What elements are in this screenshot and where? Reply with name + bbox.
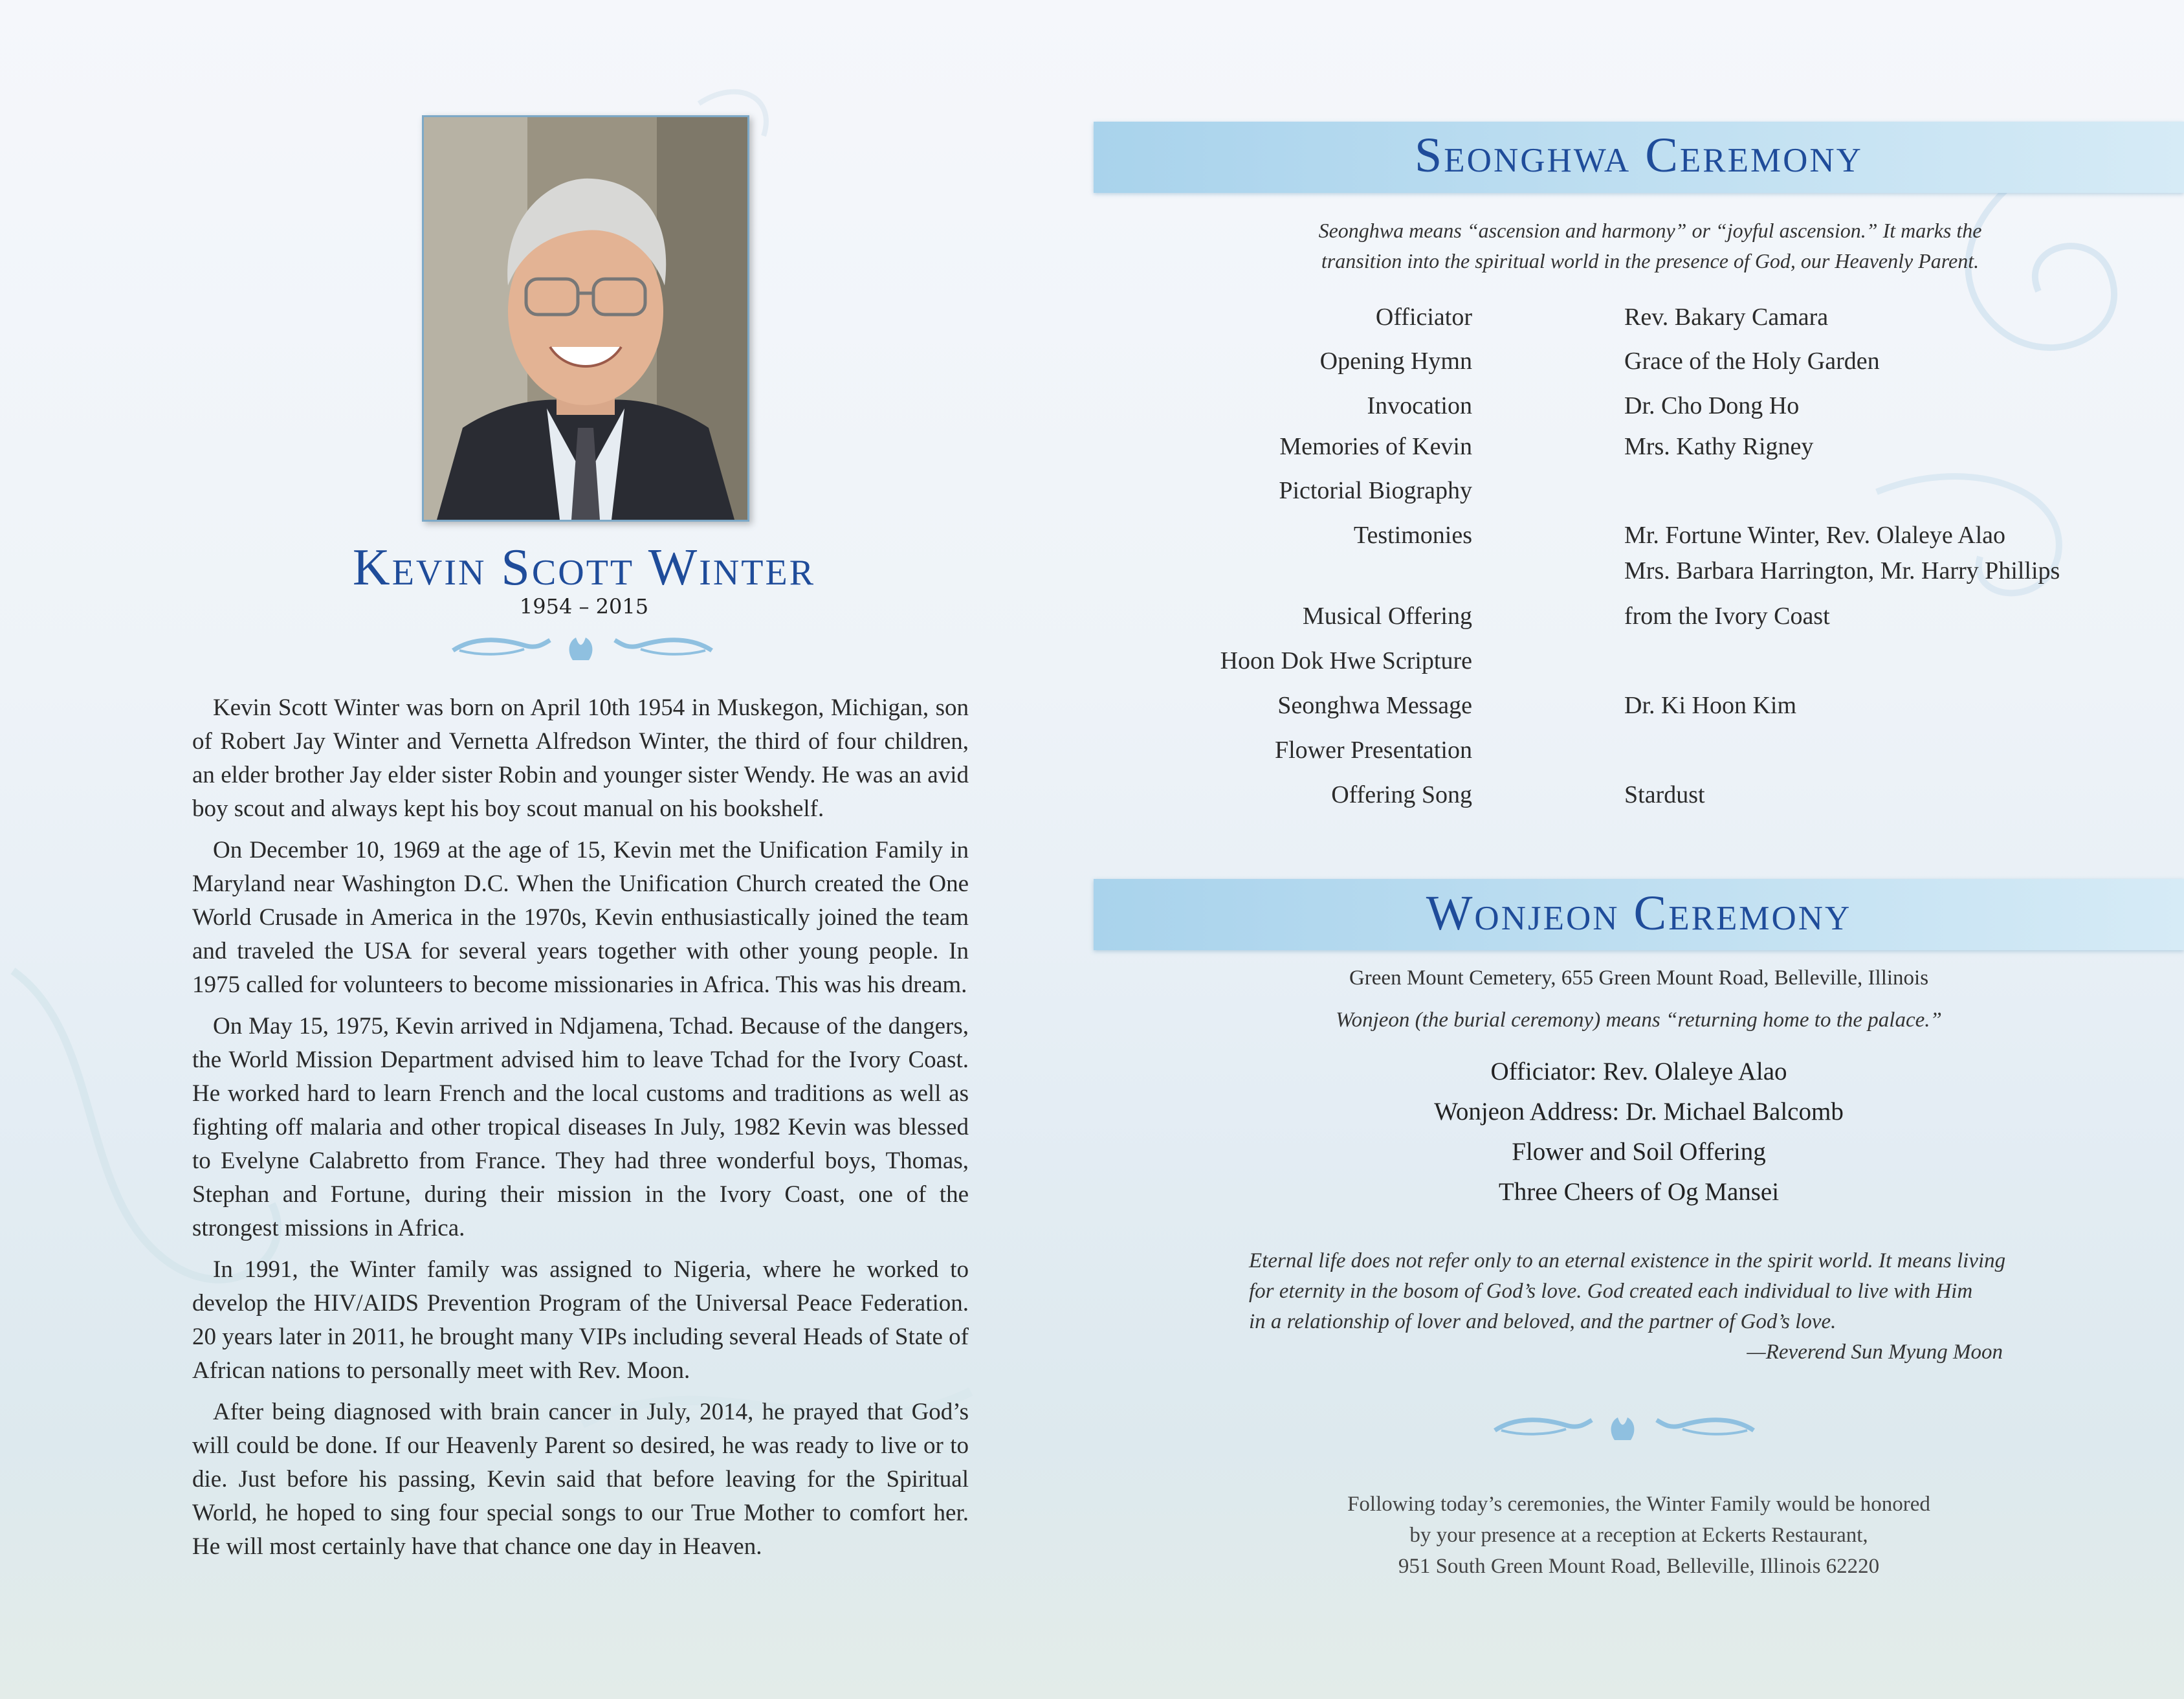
program-label: Hoon Dok Hwe Scripture [1220, 647, 1472, 674]
program-label: Musical Offering [1302, 603, 1472, 630]
program-label: Opening Hymn [1319, 348, 1472, 375]
portrait-illustration [424, 117, 747, 520]
program-label: Invocation [1367, 392, 1472, 419]
seonghwa-title: Seonghwa Ceremony [1415, 128, 1863, 183]
seonghwa-intro-line: Seonghwa means “ascension and harmony” or “joyful ascension.” It marks the [1318, 219, 1982, 242]
seonghwa-intro [1191, 216, 2110, 276]
program-label: Officiator [1375, 304, 1472, 331]
quote-attribution: —Reverend Sun Myung Moon [1747, 1340, 2003, 1364]
program-value: from the Ivory Coast [1624, 603, 1830, 630]
wonjeon-title: Wonjeon Ceremony [1426, 886, 1852, 940]
program-row [1191, 476, 2148, 509]
wonjeon-items [1094, 1052, 2184, 1212]
program-label: Testimonies [1353, 522, 1472, 549]
quote-block [1249, 1246, 2006, 1368]
program-row [1191, 736, 2148, 768]
wonjeon-item: Wonjeon Address: Dr. Michael Balcomb [1434, 1098, 1844, 1126]
seonghwa-intro-line: transition into the spiritual world in the presence of God, our Heavenly Parent. [1321, 249, 1980, 272]
wonjeon-item: Officiator: Rev. Olaleye Alao [1490, 1058, 1787, 1085]
portrait-photo [422, 115, 749, 522]
bio-paragraph: On December 10, 1969 at the age of 15, Kevin met the Unification Family in Maryland near Washington D.C. When the Unification Church created the One World Crusade in America in the 1970s, Kevin enthusiastically joined the team and traveled the USA for several years together with other young people. In 1975 called for volunteers to become missionaries in Africa. This was his dream. [192, 837, 969, 998]
bio-paragraph: In 1991, the Winter family was assigned to Nigeria, where he worked to develop the HIV/AIDS Prevention Program of the Universal Peace Federation. 20 years later in 2011, he brought many VIPs including several Heads of State of African nations to personally meet with Rev. Moon. [192, 1256, 969, 1384]
program-row [1191, 347, 2148, 379]
wonjeon-item: Three Cheers of Og Mansei [1498, 1178, 1780, 1206]
closing-line: Following today’s ceremonies, the Winter Family would be honored [1347, 1493, 1930, 1516]
closing-invitation [1094, 1489, 2184, 1582]
program-label: Flower Presentation [1274, 737, 1472, 764]
quote-line: for eternity in the bosom of God’s love. God created each individual to live with Him [1249, 1280, 1973, 1303]
quote-line: Eternal life does not refer only to an eternal existence in the spirit world. It means living [1249, 1249, 2006, 1272]
program-label: Memories of Kevin [1279, 433, 1472, 460]
closing-line: by your presence at a reception at Eckerts Restaurant, [1409, 1524, 1868, 1547]
program-value: Grace of the Holy Garden [1624, 348, 1880, 375]
bio-paragraph: Kevin Scott Winter was born on April 10th 1954 in Muskegon, Michigan, son of Robert Jay Winter and Vernetta Alfredson Winter, the third of four children, an elder brother Jay elder sister Robin and younger sister Wendy. He was an avid boy scout and always kept his boy scout manual on his bookshelf. [192, 694, 969, 822]
wonjeon-location: Green Mount Cemetery, 655 Green Mount Road, Belleville, Illinois [1349, 966, 1929, 990]
program-value-continued: Mrs. Barbara Harrington, Mr. Harry Phillips [1624, 557, 2060, 584]
program-row [1191, 781, 2148, 813]
quote-line: in a relationship of lover and beloved, and the partner of God’s love. [1249, 1310, 1837, 1333]
program-value: Mrs. Kathy Rigney [1624, 433, 1814, 460]
program-row [1191, 392, 2148, 424]
flourish-ornament-right [1488, 1411, 1760, 1450]
program-row [1191, 691, 2148, 724]
program-value: Dr. Cho Dong Ho [1624, 392, 1800, 419]
program-row [1191, 521, 2148, 584]
bio-paragraph: After being diagnosed with brain cancer in July, 2014, he prayed that God’s will could be done. If our Heavenly Parent so desired, he was ready to live or to die. Just before his passing, Kevin said that before leaving for the Spiritual World, he hoped to sing four special songs to our True Mother to comfort her. He will most certainly have that chance one day in Heaven. [192, 1399, 969, 1560]
program-value: Rev. Bakary Camara [1624, 304, 1829, 331]
program-label: Seonghwa Message [1277, 692, 1472, 719]
closing-line: 951 South Green Mount Road, Belleville, Illinois 62220 [1398, 1555, 1880, 1578]
deceased-name: Kevin Scott Winter [352, 539, 816, 596]
life-dates: 1954 – 2015 [519, 594, 649, 619]
wonjeon-definition: Wonjeon (the burial ceremony) means “returning home to the palace.” [1336, 1008, 1942, 1032]
program-value: Stardust [1624, 781, 1705, 808]
program-label: Pictorial Biography [1279, 477, 1472, 504]
biography [192, 691, 969, 1571]
flourish-ornament-left [447, 631, 718, 670]
program-row [1191, 602, 2148, 634]
program-row [1191, 432, 2148, 465]
program-row [1191, 647, 2148, 679]
program-value: Mr. Fortune Winter, Rev. Olaleye Alao [1624, 522, 2005, 549]
wonjeon-item: Flower and Soil Offering [1512, 1138, 1766, 1166]
program-row [1191, 303, 2148, 335]
program-label: Offering Song [1331, 781, 1472, 808]
bio-paragraph: On May 15, 1975, Kevin arrived in Ndjamena, Tchad. Because of the dangers, the World Mission Department advised him to leave Tchad for the Ivory Coast. He worked hard to learn French and the local customs and traditions as well as fighting off malaria and other tropical diseases In July, 1982 Kevin was blessed to Evelyne Calabretto from France. They had three wonderful boys, Thomas, Stephan and Fortune, during their mission in the Ivory Coast, one of the strongest missions in Africa. [192, 1013, 969, 1241]
program-value: Dr. Ki Hoon Kim [1624, 692, 1796, 719]
